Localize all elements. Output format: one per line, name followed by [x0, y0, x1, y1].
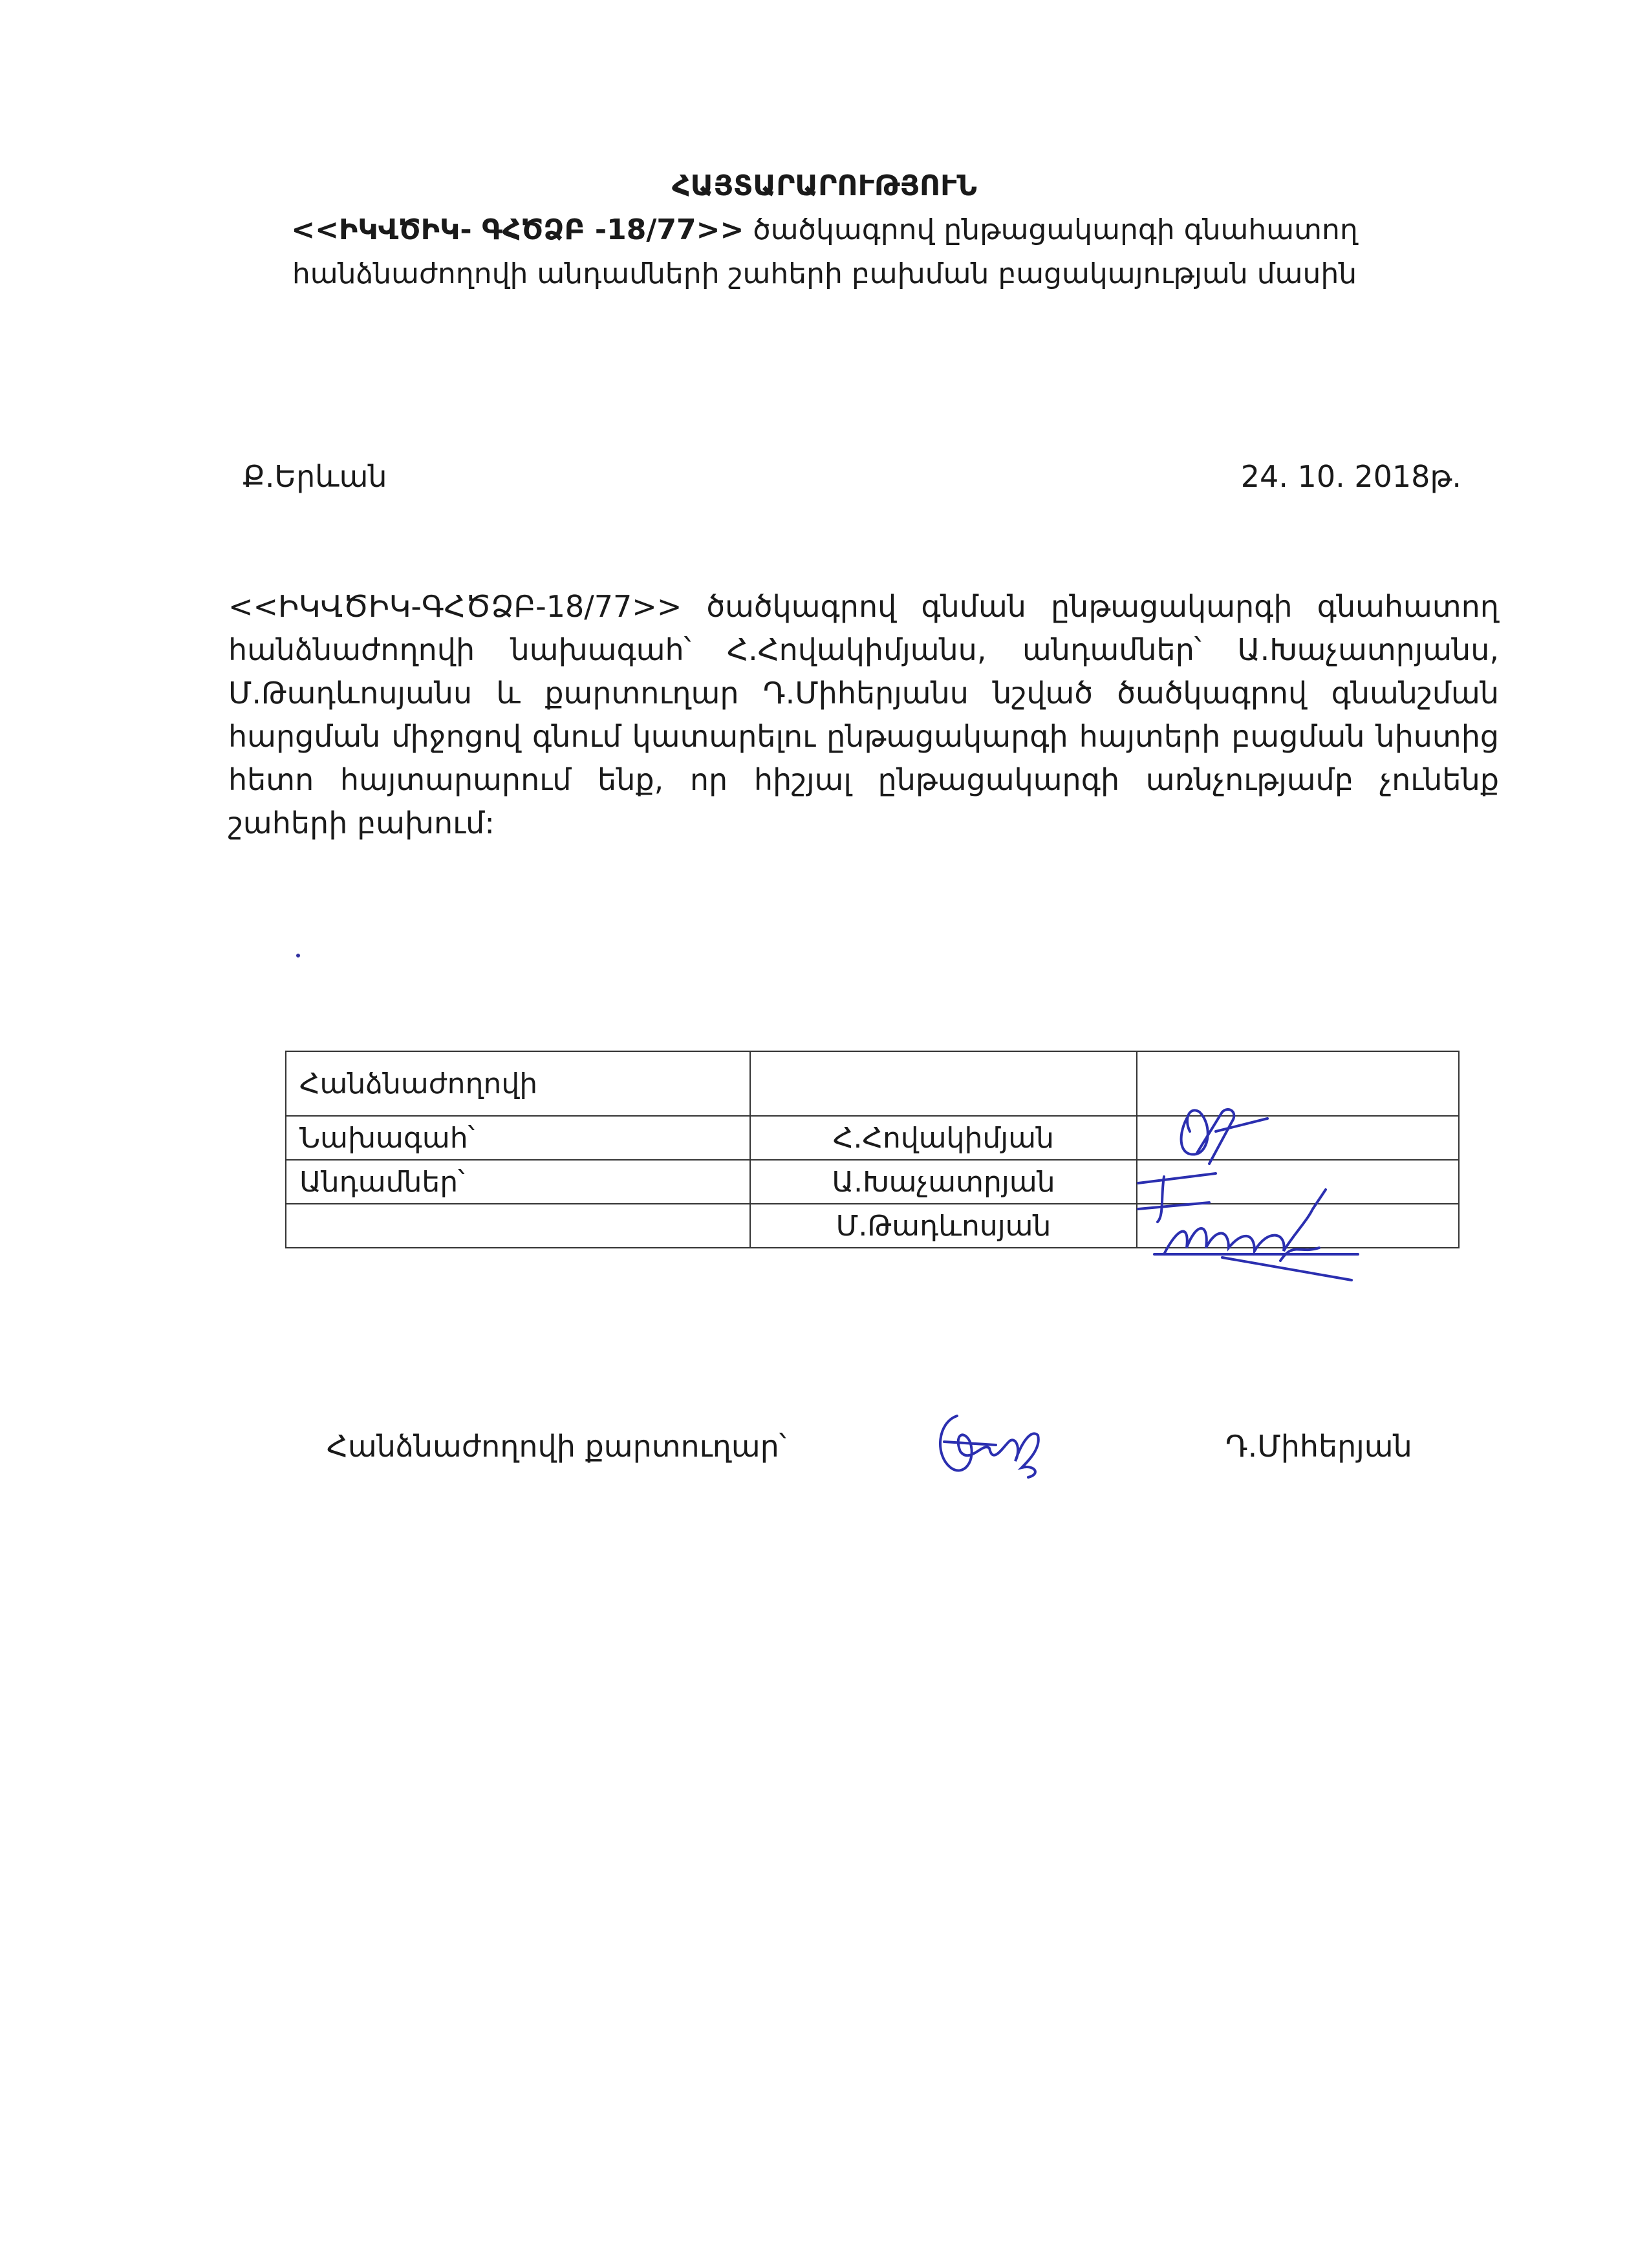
secretary-signature-image	[925, 1403, 1054, 1487]
role-cell: Անդամներ՝	[286, 1160, 750, 1204]
secretary-name: Դ.Միհերյան	[1225, 1429, 1412, 1464]
ink-dot	[296, 954, 300, 957]
subtitle-line-2: հանձնաժողովի անդամների շահերի բախման բացակայության մասին	[292, 257, 1357, 290]
subtitle-line-1	[0, 213, 1649, 246]
date: 24. 10. 2018թ.	[1240, 459, 1461, 494]
document-title: ՀԱՅՏԱՐԱՐՈՒԹՅՈՒՆ	[672, 169, 977, 202]
role-cell	[286, 1204, 750, 1248]
name-cell: Հ.Հովակիմյան	[750, 1116, 1137, 1160]
procurement-code: <<ԻԿՎԾԻԿ- ԳՀԾՁԲ -18/77>>	[291, 213, 744, 246]
role-cell: Հանձնաժողովի	[286, 1051, 750, 1116]
body-paragraph: <<ԻԿՎԾԻԿ-ԳՀԾՁԲ-18/77>> ծածկագրով գնման ընթացակարգի գնահատող հանձնաժողովի նախագահ՝ Հ.Հովակիմյանս, անդամներ՝ Ա.Խաչատրյանս, Մ.Թադևոսյանս և քարտուղար Դ.Միհերյանս նշված ծածկագրով գնանշման հարցման միջոցով գնում կատարելու ընթացակարգի հայտերի բացման նիստից հետո հայտարարում ենք, որ հիշյալ ընթացակարգի առնչությամբ չունենք շահերի բախում:	[228, 589, 1499, 840]
place: Ք.Երևան	[242, 459, 387, 494]
name-cell: Մ.Թադևոսյան	[750, 1204, 1137, 1248]
secretary-label: Հանձնաժողովի քարտուղար՝	[327, 1429, 786, 1464]
table-signatures-image	[1125, 1093, 1436, 1300]
subtitle-line-1-rest: ծածկագրով ընթացակարգի գնահատող	[753, 213, 1358, 246]
name-cell	[750, 1051, 1137, 1116]
role-cell: Նախագահ՝	[286, 1116, 750, 1160]
name-cell: Ա.Խաչատրյան	[750, 1160, 1137, 1204]
